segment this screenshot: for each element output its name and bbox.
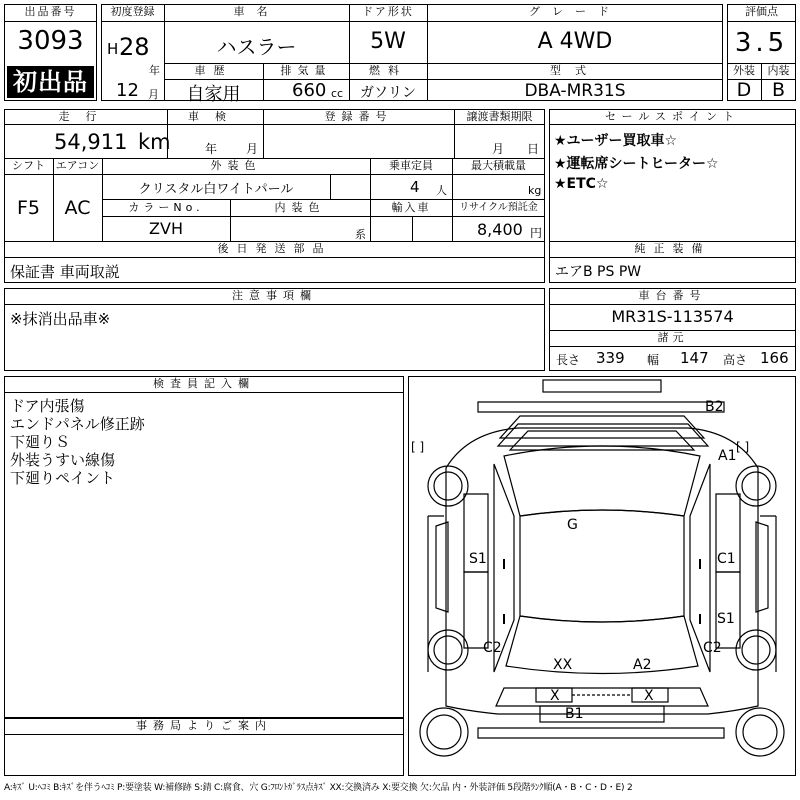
capacity: 4 xyxy=(410,178,420,196)
displacement: 660 xyxy=(292,80,327,101)
exterior-grade: D xyxy=(736,79,752,101)
chassis-label: 車台番号 xyxy=(638,289,707,302)
inspector-line-4: 外装うすい線傷 xyxy=(10,451,116,469)
car-diagram xyxy=(408,376,796,776)
history-label: 車歴 xyxy=(194,64,233,77)
model-label: 型式 xyxy=(550,64,600,77)
later-parts-label: 後日発送部品 xyxy=(217,242,332,255)
fuel: ガソリン xyxy=(360,85,416,101)
damage-xx: XX xyxy=(553,657,573,673)
registration-label: 初度登録 xyxy=(110,5,155,18)
inspector-label: 検査員記入欄 xyxy=(153,377,255,390)
interior-color-label: 内装色 xyxy=(274,201,326,214)
registration-era: H xyxy=(107,40,119,58)
exterior-color: クリスタル白ワイトパール xyxy=(138,182,294,197)
door-type: 5W xyxy=(370,29,406,54)
chassis-number: MR31S-113574 xyxy=(611,307,734,326)
history: 自家用 xyxy=(186,84,241,105)
interior-color-suffix: 系 xyxy=(355,228,366,241)
damage-c1: C1 xyxy=(717,551,736,567)
interior-grade: B xyxy=(771,79,786,101)
damage-a2: A2 xyxy=(633,657,652,673)
notes: ※抹消出品車※ xyxy=(10,310,111,328)
legend: A:ｷｽﾞ U:ﾍｺﾐ B:ｷｽﾞを伴うﾍｺﾐ P:要塗装 W:補修跡 S:錆 C:腐食、穴 G:ﾌﾛﾝﾄｶﾞﾗｽ点ｷｽﾞ XX:交換済み X:要交換 欠:欠品 内・外装評価 5段階ﾗﾝｸ順(A・B・C・D・E) 2 xyxy=(4,783,633,793)
displacement-label: 排気量 xyxy=(280,64,332,77)
exterior-grade-label: 外装 xyxy=(733,64,755,77)
mileage-label: 走行 xyxy=(58,110,113,123)
length-label: 長さ xyxy=(556,353,581,367)
color-number: ZVH xyxy=(149,219,183,238)
door-label: ドア形状 xyxy=(362,5,414,18)
transfer-day-unit: 日 xyxy=(527,142,540,156)
equipment-label: 純正装備 xyxy=(634,242,711,255)
sales-point-2: ★運転席シートヒーター☆ xyxy=(554,156,719,172)
registration-month: 12 xyxy=(116,80,139,101)
exterior-color-label: 外装色 xyxy=(210,159,262,172)
model-code: DBA-MR31S xyxy=(524,81,626,101)
height: 166 xyxy=(760,349,789,367)
sales-points-label: セールスポイント xyxy=(604,110,740,123)
inspector-line-2: エンドパネル修正跡 xyxy=(10,415,145,433)
equipment: エアB PS PW xyxy=(555,264,642,280)
score: 3.5 xyxy=(734,28,789,58)
fuel-label: 燃料 xyxy=(369,64,407,77)
grade: A 4WD xyxy=(537,29,613,54)
inspector-line-5: 下廻りペイント xyxy=(10,469,116,487)
bracket-left: [ ] xyxy=(411,440,425,454)
damage-c2-left: C2 xyxy=(483,640,502,656)
car-name: ハスラー xyxy=(216,35,297,59)
mileage-unit: km xyxy=(138,130,171,154)
damage-b1: B1 xyxy=(565,706,584,722)
registration-number-label: 登録番号 xyxy=(324,110,393,123)
sales-point-3: ★ETC☆ xyxy=(554,176,609,192)
recycle-label: リサイクル預託金 xyxy=(459,202,538,213)
office-label: 事務局よりご案内 xyxy=(136,719,272,732)
max-load-unit: kg xyxy=(528,184,542,197)
ac: AC xyxy=(64,197,91,219)
recycle-unit: 円 xyxy=(530,226,543,240)
shift-label: シフト xyxy=(12,159,45,172)
car-name-label: 車名 xyxy=(233,5,280,18)
lot-number-label: 出品番号 xyxy=(24,5,77,18)
height-label: 高さ xyxy=(723,353,748,367)
mileage: 54,911 xyxy=(54,130,128,154)
width: 147 xyxy=(680,349,709,367)
sales-point-1: ★ユーザー買取車☆ xyxy=(554,133,678,149)
transfer-month-unit: 月 xyxy=(492,142,505,156)
registration-year: 28 xyxy=(119,33,150,61)
damage-b2: B2 xyxy=(705,399,724,415)
damage-x-left: X xyxy=(550,688,560,704)
first-listing-badge: 初出品 xyxy=(7,66,94,98)
damage-x-right: X xyxy=(644,688,654,704)
displacement-unit: cc xyxy=(331,87,344,100)
bracket-right: [ ] xyxy=(736,440,750,454)
grade-label: グレード xyxy=(529,5,621,18)
damage-c2-right: C2 xyxy=(703,640,722,656)
damage-a1: A1 xyxy=(718,448,737,464)
color-number-label: カラーNo. xyxy=(128,201,204,214)
notes-label: 注意事項欄 xyxy=(232,289,317,302)
inspection-year-unit: 年 xyxy=(205,142,218,156)
registration-month-unit: 月 xyxy=(148,88,159,101)
specs-label: 諸元 xyxy=(657,331,688,344)
inspector-line-3: 下廻りＳ xyxy=(10,433,71,451)
score-label: 評価点 xyxy=(745,5,778,18)
damage-s1-right: S1 xyxy=(717,611,735,627)
length: 339 xyxy=(596,349,625,367)
transfer-deadline-label: 譲渡書類期限 xyxy=(466,110,533,123)
ac-label: エアコン xyxy=(55,159,100,172)
inspection-label: 車検 xyxy=(188,110,242,123)
later-parts: 保証書 車両取説 xyxy=(10,263,120,281)
width-label: 幅 xyxy=(647,353,660,367)
capacity-label: 乗車定員 xyxy=(389,159,433,172)
shift: F5 xyxy=(16,197,41,219)
interior-grade-label: 内装 xyxy=(767,64,790,77)
capacity-unit: 人 xyxy=(436,184,447,197)
recycle-amount: 8,400 xyxy=(477,220,523,239)
inspection-month-unit: 月 xyxy=(246,142,259,156)
lot-number: 3093 xyxy=(17,26,84,56)
registration-year-unit: 年 xyxy=(149,64,160,77)
max-load-label: 最大積載量 xyxy=(471,159,526,172)
import-label: 輸入車 xyxy=(391,201,431,214)
damage-g: G xyxy=(567,517,578,533)
damage-s1-left: S1 xyxy=(469,551,487,567)
inspector-line-1: ドア内張傷 xyxy=(10,397,85,415)
